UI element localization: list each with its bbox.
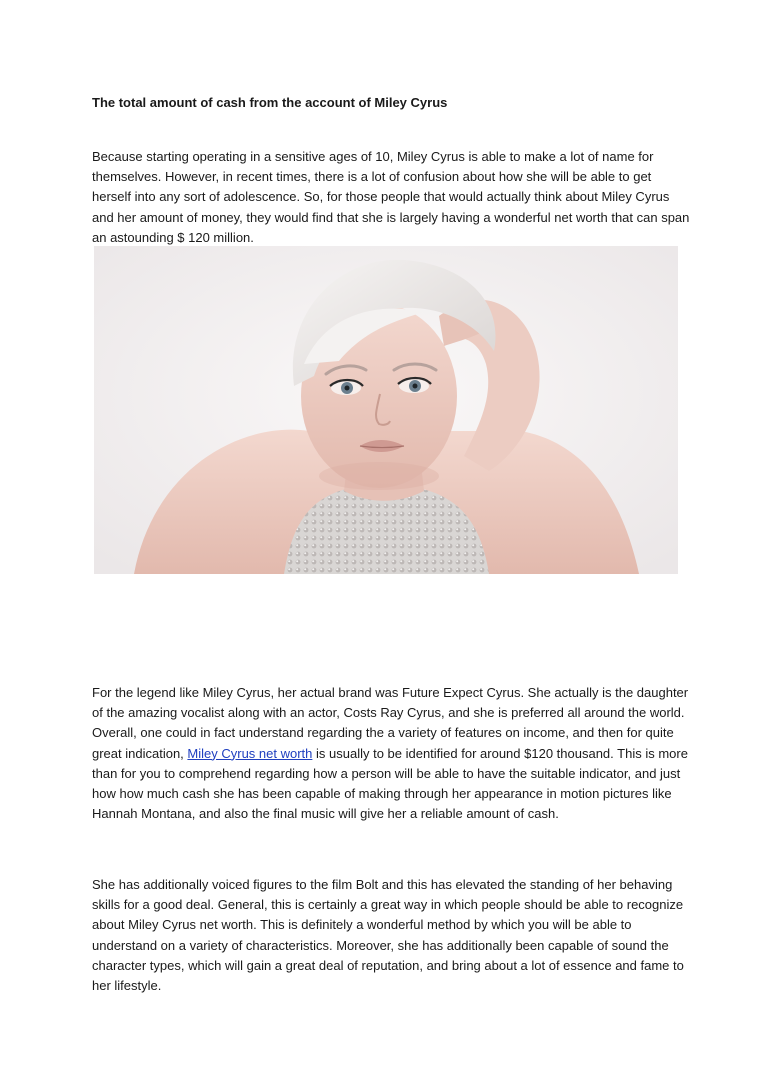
paragraph-voice-acting: She has additionally voiced figures to the film Bolt and this has elevated the standing of her behaving skills for a good deal. General, this is certainly a great way in which people should be able to recognize about Miley Cyrus net worth. This is definitely a wonderful method by which you will be able to understand on a variety of characteristics. Moreover, she has additionally been capable of sound the character types, which will gain a great deal of reputation, and bring about a lot of essence and fame to her lifestyle.	[92, 877, 684, 994]
paragraph-intro: Because starting operating in a sensitive ages of 10, Miley Cyrus is able to make a lot of name for themselves. However, in recent times, there is a lot of confusion about how she will be able to get herself into any sort of adolescence. So, for those people that would actually think about Miley Cyrus and her amount of money, they would find that she is largely having a wonderful net worth that can span an astounding $ 120 million.	[92, 149, 690, 245]
portrait-illustration	[94, 246, 678, 574]
portrait-photo	[94, 246, 678, 574]
paragraph-brand-text-before-link: For the legend like Miley Cyrus, her actual brand was Future Expect Cyrus. She actually is the daughter of the amazing vocalist along with an actor, Costs Ray Cyrus, and she is preferred all around the world. Overall, one could in fact understand regarding the a variety of features on income, and then for quite great indication,	[92, 685, 689, 761]
net-worth-link[interactable]: Miley Cyrus net worth	[187, 745, 313, 761]
document-title: The total amount of cash from the account of Miley Cyrus	[92, 95, 448, 110]
paragraph-brand	[92, 683, 692, 824]
paragraph-brand-text-after-link: is usually to be identified for around $120 thousand. This is more than for you to comprehend regarding how a person will be able to have the suitable indicator, and just how how much cash she has been capable of making through her appearance in motion pictures like Hannah Montana, and also the final music will give her a reliable amount of cash.	[92, 745, 688, 822]
